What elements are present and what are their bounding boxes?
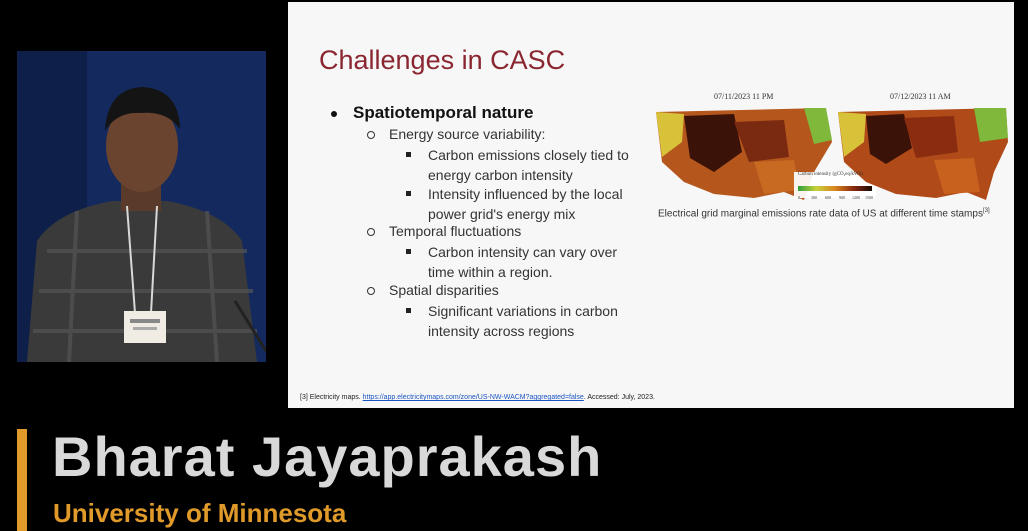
bullet-square-icon xyxy=(406,152,411,157)
carbon-maps-figure xyxy=(654,92,1010,207)
presentation-slide xyxy=(288,2,1014,408)
sub-bullet-label: Temporal fluctuations xyxy=(389,223,522,239)
us-maps-image xyxy=(654,102,1010,207)
accent-bar xyxy=(17,429,27,531)
bullet-square-icon xyxy=(406,191,411,196)
list-item xyxy=(428,184,623,224)
citation-prefix: [3] Electricity maps. xyxy=(300,394,361,401)
bullet-dot-icon xyxy=(331,111,337,117)
legend-tick: 1200 xyxy=(852,195,860,200)
bullet-circle-icon xyxy=(367,228,375,236)
citation-link[interactable]: https://app.electricitymaps.com/zone/US-NW-WACM?aggregated=false xyxy=(362,394,584,401)
list-item xyxy=(428,242,617,282)
speaker-figure xyxy=(17,51,266,362)
legend-tick: 1500 xyxy=(865,195,873,200)
bullet-circle-icon xyxy=(367,287,375,295)
list-item-text: intensity across regions xyxy=(428,323,575,339)
citation xyxy=(300,394,655,401)
main-bullet xyxy=(331,103,533,123)
slide-title: Challenges in CASC xyxy=(319,45,566,75)
legend-tick: 300 xyxy=(811,195,817,200)
sub-bullet-spatial xyxy=(367,282,499,298)
list-item-text: Carbon intensity can vary over xyxy=(428,244,618,260)
figure-caption xyxy=(658,208,990,219)
sub-bullet-energy xyxy=(367,126,545,142)
list-item-text: Carbon emissions closely tied to xyxy=(428,147,629,163)
speaker-affiliation: University of Minnesota xyxy=(53,498,347,528)
map-right-label: 07/12/2023 11 AM xyxy=(890,92,951,101)
list-item-text: time within a region. xyxy=(428,264,553,280)
citation-suffix: . Accessed: July, 2023. xyxy=(583,394,655,401)
speaker-video xyxy=(17,51,266,362)
legend-tick: 600 xyxy=(825,195,831,200)
list-item-text: Intensity influenced by the local xyxy=(428,186,623,202)
list-item xyxy=(428,145,629,185)
list-item-text: energy carbon intensity xyxy=(428,167,573,183)
main-bullet-text: Spatiotemporal nature xyxy=(353,103,534,122)
list-item xyxy=(428,301,618,341)
bullet-square-icon xyxy=(406,308,411,313)
map-left-label: 07/11/2023 11 PM xyxy=(714,92,774,101)
sub-bullet-temporal xyxy=(367,223,521,239)
sub-bullet-label: Energy source variability: xyxy=(389,126,546,142)
caption-ref: [3] xyxy=(982,208,990,214)
caption-text: Electrical grid marginal emissions rate data of US at different time stamps xyxy=(658,208,983,220)
legend-tick: 900 xyxy=(839,195,845,200)
bullet-circle-icon xyxy=(367,131,375,139)
sub-bullet-label: Spatial disparities xyxy=(389,282,499,298)
legend-title: Carbon intensity (gCO₂eq/kWh) xyxy=(798,172,863,177)
list-item-text: power grid's energy mix xyxy=(428,206,576,222)
list-item-text: Significant variations in carbon xyxy=(428,303,618,319)
legend-tick: 0 xyxy=(798,195,800,200)
speaker-name: Bharat Jayaprakash xyxy=(52,425,603,488)
bullet-square-icon xyxy=(406,249,411,254)
